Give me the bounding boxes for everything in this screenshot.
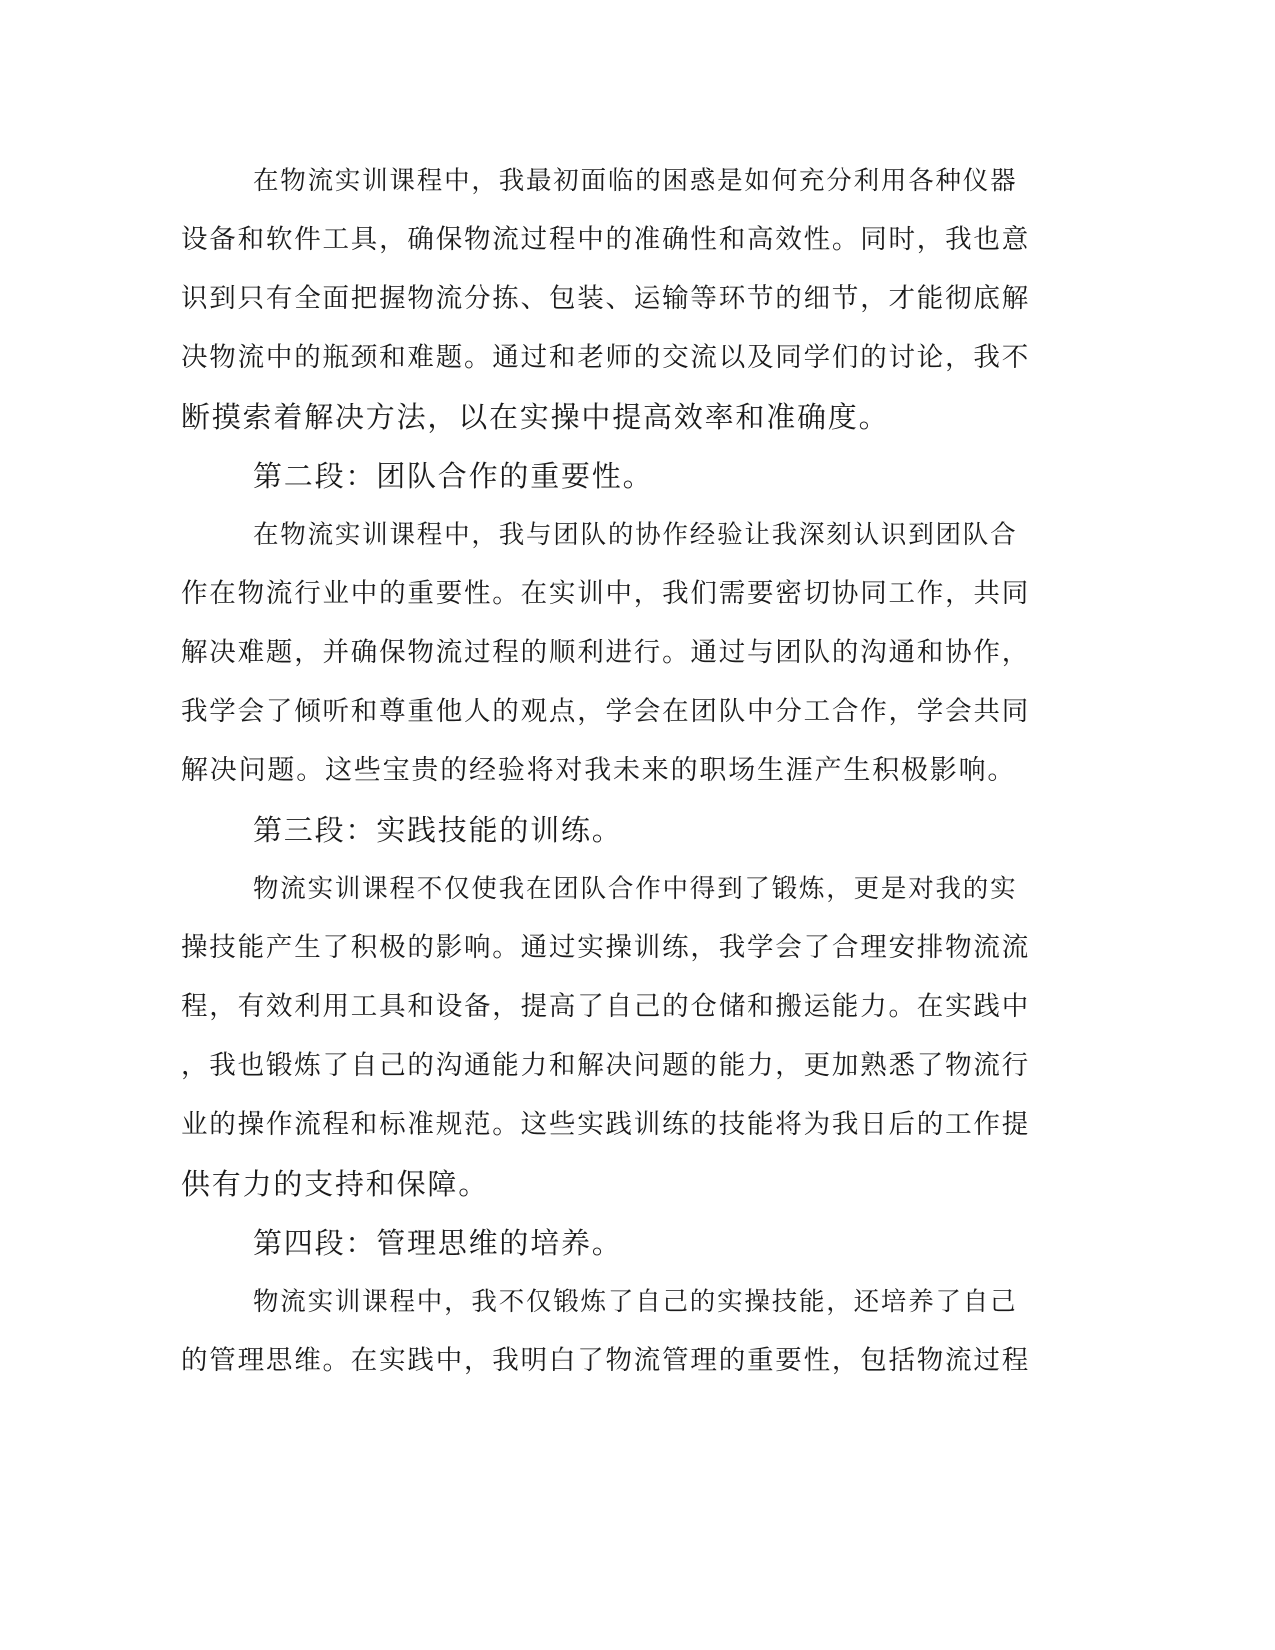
body-text-line: 物流实训课程中，我不仅锻炼了自己的实操技能，还培养了自己 xyxy=(253,1287,1018,1317)
body-text-line: 在物流实训课程中，我与团队的协作经验让我深刻认识到团队合 xyxy=(253,520,1018,550)
body-text-line: 解决难题，并确保物流过程的顺利进行。通过与团队的沟通和协作， xyxy=(181,637,1030,668)
body-text-line: 物流实训课程不仅使我在团队合作中得到了锻炼，更是对我的实 xyxy=(253,874,1018,904)
body-text-line: 在物流实训课程中，我最初面临的困惑是如何充分利用各种仪器 xyxy=(253,166,1018,196)
body-text-line: 识到只有全面把握物流分拣、包装、运输等环节的细节，才能彻底解 xyxy=(181,283,1030,314)
body-text-line: 解决问题。这些宝贵的经验将对我未来的职场生涯产生积极影响。 xyxy=(181,755,1017,786)
body-text-line: 操技能产生了积极的影响。通过实操训练，我学会了合理安排物流流 xyxy=(181,932,1030,963)
section-heading: 第三段：实践技能的训练。 xyxy=(253,813,623,847)
section-heading: 第四段：管理思维的培养。 xyxy=(253,1226,623,1260)
body-text-line: 业的操作流程和标准规范。这些实践训练的技能将为我日后的工作提 xyxy=(181,1109,1030,1140)
body-text-line: 供有力的支持和保障。 xyxy=(181,1167,490,1201)
body-text-line: 断摸索着解决方法，以在实操中提高效率和准确度。 xyxy=(181,400,890,434)
body-text-line: 程，有效利用工具和设备，提高了自己的仓储和搬运能力。在实践中 xyxy=(181,991,1030,1022)
body-text-line: 的管理思维。在实践中，我明白了物流管理的重要性，包括物流过程 xyxy=(181,1345,1030,1376)
body-text-line: 作在物流行业中的重要性。在实训中，我们需要密切协同工作，共同 xyxy=(181,578,1030,609)
section-heading: 第二段：团队合作的重要性。 xyxy=(253,459,654,493)
body-text-line: ，我也锻炼了自己的沟通能力和解决问题的能力，更加熟悉了物流行 xyxy=(181,1050,1030,1081)
body-text-line: 决物流中的瓶颈和难题。通过和老师的交流以及同学们的讨论，我不 xyxy=(181,342,1030,373)
body-text-line: 设备和软件工具，确保物流过程中的准确性和高效性。同时，我也意 xyxy=(181,224,1030,255)
body-text-line: 我学会了倾听和尊重他人的观点，学会在团队中分工合作，学会共同 xyxy=(181,696,1030,727)
